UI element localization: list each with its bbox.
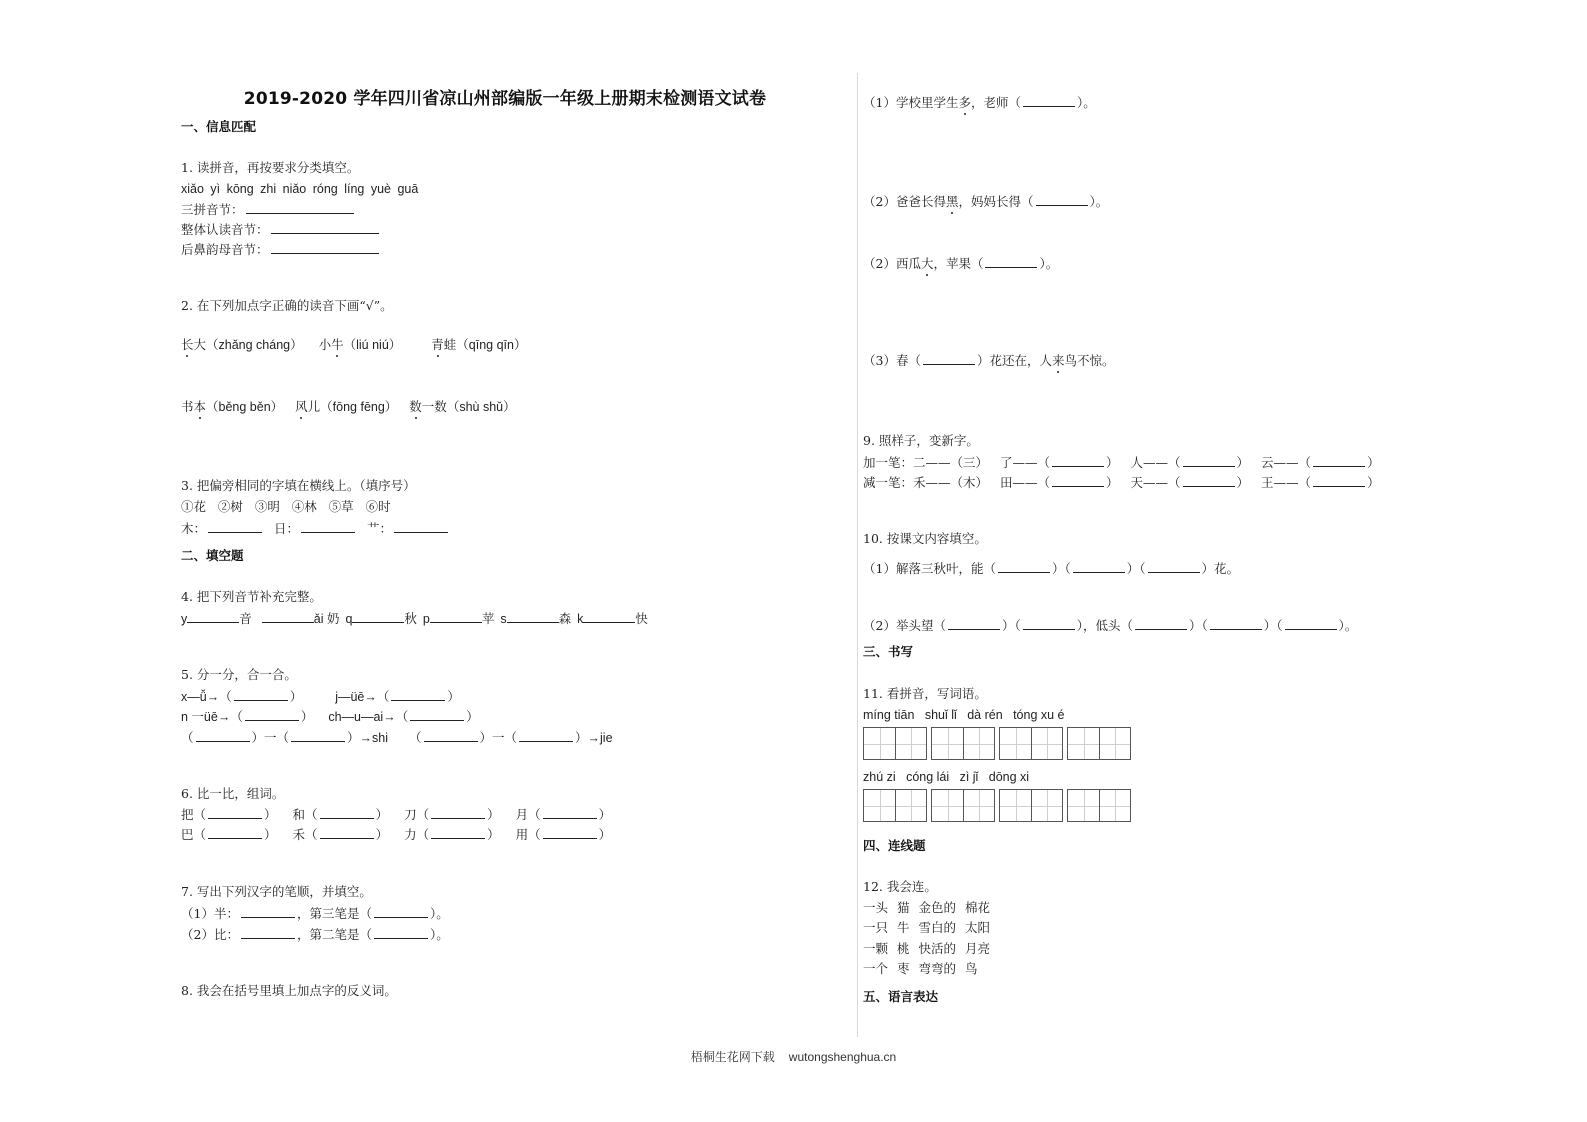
answer-blank[interactable] (543, 806, 597, 819)
question-8-item-4 (863, 352, 1115, 369)
object[interactable]: 棉花 (965, 900, 991, 915)
item (319, 337, 402, 352)
text: ）一（ (479, 731, 518, 745)
initial: k (577, 612, 584, 626)
pinyin-options[interactable]: （zhǎng cháng） (206, 338, 303, 352)
text: ，老师（ (970, 95, 1021, 110)
answer-blank[interactable] (208, 806, 262, 819)
page-title: 2019-2020 学年四川省凉山州部编版一年级上册期末检测语文试卷 (243, 89, 767, 109)
answer-blank[interactable] (320, 806, 374, 819)
char: 音 (239, 611, 252, 626)
text: 人——（ (1130, 455, 1181, 470)
question-5-prompt: 5. 分一分，合一合。 (181, 667, 297, 682)
word-box[interactable] (999, 789, 1063, 822)
answer-blank[interactable] (1183, 474, 1235, 487)
char: 大 (193, 337, 207, 352)
char-cell[interactable] (1068, 790, 1099, 821)
dotted-char: 本 (193, 399, 207, 414)
question-11-pinyin-row-1: míng tiān shuǐ lǐ dà rén tóng xu é (863, 708, 1065, 722)
answer-blank[interactable] (410, 708, 464, 721)
initial: s (500, 612, 507, 626)
answer-blank[interactable] (1148, 560, 1200, 573)
answer-blank[interactable] (320, 826, 374, 839)
question-12-row-2 (863, 920, 990, 936)
noun[interactable]: 桃 (897, 941, 910, 956)
adjective[interactable]: 金色的 (918, 900, 957, 915)
answer-blank[interactable] (1073, 560, 1125, 573)
text: （ (181, 731, 194, 745)
question-2-prompt: 2. 在下列加点字正确的读音下画“√”。 (181, 298, 393, 313)
measure-word[interactable]: 一个 (863, 961, 889, 976)
answer-blank[interactable] (431, 826, 485, 839)
question-12-row-3 (863, 941, 990, 957)
label: 减一笔： (863, 475, 914, 490)
word-box[interactable] (863, 727, 927, 760)
text: ）。 (1077, 95, 1096, 110)
adjective[interactable]: 弯弯的 (918, 961, 957, 976)
dotted-char: 风 (295, 399, 308, 414)
text: ）。 (429, 927, 449, 942)
question-11-prompt: 11. 看拼音，写词语。 (863, 686, 987, 701)
char: 蛙 (443, 337, 457, 352)
answer-blank[interactable] (374, 905, 428, 918)
answer-blank[interactable] (1135, 617, 1187, 630)
dotted-char: 大 (920, 256, 934, 271)
answer-blank[interactable] (1183, 454, 1235, 467)
char: 力 (404, 827, 417, 842)
question-1-pinyin: xiǎo yì kōng zhi niǎo róng líng yuè guā (181, 182, 419, 196)
measure-word[interactable]: 一只 (863, 920, 889, 935)
text: ）。 (1039, 256, 1059, 271)
answer-blank[interactable] (241, 905, 295, 918)
text: （2）西瓜 (863, 256, 921, 271)
section-heading-1: 一、信息匹配 (181, 119, 257, 134)
radical-label: 艹： (366, 521, 392, 536)
char-cell[interactable] (1099, 728, 1130, 759)
answer-blank[interactable] (394, 520, 448, 533)
dotted-char: 来 (1051, 353, 1065, 368)
answer-blank[interactable] (1036, 193, 1088, 206)
question-2-row-1 (181, 337, 526, 353)
noun[interactable]: 猫 (897, 900, 910, 915)
answer-blank[interactable] (208, 520, 262, 533)
text: ch—u—ai→（ (328, 710, 409, 724)
char: 森 (558, 611, 572, 626)
question-5-row-1 (181, 688, 460, 705)
footer-site-url[interactable]: wutongshenghua.cn (788, 1050, 897, 1064)
question-5-row-2 (181, 708, 479, 725)
question-7-item-1 (181, 905, 449, 922)
question-7-item-2 (181, 926, 449, 943)
question-1-line-2 (181, 221, 381, 238)
dotted-char: 长 (181, 337, 194, 352)
answer-blank[interactable] (1313, 474, 1365, 487)
question-4-prompt: 4. 把下列音节补充完整。 (181, 589, 322, 604)
answer-blank[interactable] (1052, 454, 1104, 467)
question-6-prompt: 6. 比一比，组词。 (181, 786, 285, 801)
char-cell[interactable] (963, 728, 994, 759)
initial: p (422, 612, 430, 626)
char-cell[interactable] (895, 728, 926, 759)
char: 书 (181, 399, 194, 414)
label: 后鼻韵母音节： (181, 242, 269, 257)
object[interactable]: 鸟 (965, 961, 978, 976)
text: （1）解落三秋叶，能（ (863, 561, 996, 576)
question-11-pinyin-row-2: zhú zi cóng lái zì jǐ dōng xi (863, 770, 1030, 784)
text: ） (289, 690, 303, 704)
label: （1）半： (181, 906, 239, 921)
text: （3）春（ (863, 353, 921, 368)
question-8-item-3 (863, 255, 1058, 272)
question-1-line-3 (181, 241, 381, 258)
text: ）→shi (347, 731, 389, 745)
answer-blank[interactable] (998, 560, 1050, 573)
column-divider (857, 73, 858, 1037)
question-8-item-1 (863, 94, 1096, 111)
char-cell[interactable] (1031, 728, 1062, 759)
item (181, 337, 303, 352)
answer-blank[interactable] (1023, 617, 1075, 630)
char: 快 (635, 611, 648, 626)
char-cell[interactable] (932, 728, 963, 759)
char-cell[interactable] (1000, 790, 1031, 821)
text: x—ǚ→（ (181, 690, 232, 704)
char-cell[interactable] (1000, 728, 1031, 759)
answer-blank[interactable] (301, 520, 355, 533)
char-cell[interactable] (864, 790, 895, 821)
initial: q (345, 612, 353, 626)
question-6-row-1: 把（ ） 和（ ） 刀（ ） 月（ ） (181, 807, 612, 822)
writing-grid-row-2 (863, 789, 1131, 822)
word-box[interactable] (1067, 789, 1131, 822)
text: 了——（ (1000, 455, 1051, 470)
radical-label: 木： (181, 521, 207, 536)
text: ）花还在，人 (976, 353, 1052, 368)
question-9-sub-row: 减一笔：禾——（木） 田——（ ） 天——（ ） 王——（ ） (863, 475, 1380, 490)
char: ǎi 奶 (313, 612, 340, 626)
answer-blank[interactable] (262, 610, 314, 623)
char: 把 (181, 807, 194, 822)
question-1-prompt: 1. 读拼音，再按要求分类填空。 (181, 160, 360, 175)
word-box[interactable] (863, 789, 927, 822)
text: ），低头（ (1076, 618, 1133, 633)
pinyin-options[interactable]: （liú niú） (343, 338, 402, 352)
answer-blank[interactable] (948, 617, 1000, 630)
char-cell[interactable] (864, 728, 895, 759)
answer-blank[interactable] (196, 729, 250, 742)
text: ，妈妈长得（ (958, 194, 1034, 209)
question-10-line-1: （1）解落三秋叶，能（ ）（ ）（ ）花。 (863, 561, 1240, 576)
text: （ (408, 731, 422, 745)
section-heading-2: 二、填空题 (181, 548, 244, 563)
text: ，苹果（ (933, 256, 984, 271)
text: n 一üē→（ (181, 710, 243, 724)
dotted-char: 青 (431, 337, 444, 352)
radical-label: 日： (273, 521, 299, 536)
text: 田——（ (1000, 475, 1051, 490)
text: （2）爸爸长得 (863, 194, 946, 209)
page-footer (0, 1048, 1587, 1065)
question-12-row-1 (863, 900, 990, 916)
question-9-prompt: 9. 照样子，变新字。 (863, 433, 979, 448)
question-12-prompt: 12. 我会连。 (863, 879, 937, 894)
answer-blank[interactable] (923, 352, 975, 365)
pinyin-options[interactable]: （shù shǔ） (446, 400, 516, 414)
char: 巴 (181, 827, 194, 842)
example: 二——（三） (913, 455, 989, 470)
dotted-char: 数 (409, 399, 422, 414)
question-3-options: ①花 ②树 ③明 ④林 ⑤草 ⑥时 (181, 499, 391, 514)
answer-blank[interactable] (1023, 94, 1075, 107)
char: 刀 (404, 807, 417, 822)
item (409, 399, 515, 414)
item (181, 399, 283, 414)
text: ，第三笔是（ (296, 906, 372, 921)
char: 一数 (421, 399, 447, 414)
text: ）。 (1089, 194, 1109, 209)
question-5-row-3 (181, 729, 613, 746)
example: 禾——（木） (913, 475, 989, 490)
label: 加一笔： (863, 455, 914, 470)
answer-blank[interactable] (1285, 617, 1337, 630)
initial: y (181, 612, 188, 626)
answer-blank[interactable] (234, 688, 288, 701)
section-heading-3: 三、书写 (863, 644, 914, 659)
answer-blank[interactable] (374, 926, 428, 939)
answer-blank[interactable] (391, 688, 445, 701)
question-10-line-2: （2）举头望（ ）（ ），低头（ ）（ ）（ ）。 (863, 618, 1358, 633)
dotted-char: 黑 (945, 194, 959, 209)
char-cell[interactable] (963, 790, 994, 821)
object[interactable]: 月亮 (965, 941, 991, 956)
char: 苹 (481, 611, 495, 626)
measure-word[interactable]: 一颗 (863, 941, 889, 956)
text: ）。 (429, 906, 449, 921)
word-box[interactable] (931, 727, 995, 760)
question-6-row-2: 巴（ ） 禾（ ） 力（ ） 用（ ） (181, 827, 612, 842)
char-cell[interactable] (1031, 790, 1062, 821)
answer-blank[interactable] (1052, 474, 1104, 487)
char-cell[interactable] (1099, 790, 1130, 821)
question-3-prompt: 3. 把偏旁相同的字填在横线上。（填序号） (181, 478, 416, 493)
question-8-prompt: 8. 我会在括号里填上加点字的反义词。 (181, 983, 397, 998)
question-9-add-row: 加一笔：二——（三） 了——（ ） 人——（ ） 云——（ ） (863, 455, 1380, 470)
adjective[interactable]: 快活的 (918, 941, 957, 956)
section-heading-4: 四、连线题 (863, 838, 926, 853)
text: 云——（ (1261, 455, 1312, 470)
pinyin-options[interactable]: （fōng fēng） (320, 400, 398, 414)
label: 三拼音节： (181, 202, 244, 217)
text: ，第二笔是（ (296, 927, 372, 942)
text: ）→jie (575, 731, 613, 745)
question-4-items (181, 610, 648, 627)
item (431, 337, 526, 352)
question-10-prompt: 10. 按课文内容填空。 (863, 531, 987, 546)
answer-blank[interactable] (543, 826, 597, 839)
answer-blank[interactable] (1210, 617, 1262, 630)
word-box[interactable] (931, 789, 995, 822)
text: ）一（ (251, 731, 290, 745)
answer-blank[interactable] (985, 255, 1037, 268)
answer-blank[interactable] (271, 241, 379, 254)
answer-blank[interactable] (431, 806, 485, 819)
answer-blank[interactable] (208, 826, 262, 839)
word-box[interactable] (999, 727, 1063, 760)
label: 整体认读音节： (181, 222, 269, 237)
text: ）花。 (1201, 561, 1240, 576)
answer-blank[interactable] (241, 926, 295, 939)
question-2-row-2 (181, 399, 516, 415)
noun[interactable]: 牛 (897, 920, 910, 935)
text: ） (300, 710, 314, 724)
answer-blank[interactable] (519, 729, 573, 742)
question-12-row-4 (863, 961, 978, 977)
text: ）。 (1338, 618, 1358, 633)
answer-blank[interactable] (352, 610, 404, 623)
char: 儿 (307, 399, 321, 414)
answer-blank[interactable] (430, 610, 482, 623)
char: 用 (515, 827, 529, 842)
answer-blank[interactable] (507, 610, 559, 623)
char: 和 (292, 807, 306, 822)
adjective[interactable]: 雪白的 (918, 920, 957, 935)
question-1-line-1 (181, 201, 356, 218)
pinyin-options[interactable]: （qīng qīn） (456, 338, 527, 352)
char: 禾 (292, 827, 306, 842)
answer-blank[interactable] (424, 729, 478, 742)
writing-grid-row-1 (863, 727, 1131, 760)
object[interactable]: 太阳 (965, 920, 991, 935)
question-3-answers (181, 520, 450, 537)
char: 月 (515, 807, 529, 822)
char: 小 (318, 337, 332, 352)
text: 鸟不惊。 (1064, 353, 1115, 368)
question-7-prompt: 7. 写出下列汉字的笔顺，并填空。 (181, 884, 372, 899)
char-cell[interactable] (895, 790, 926, 821)
measure-word[interactable]: 一头 (863, 900, 889, 915)
text: 天——（ (1130, 475, 1181, 490)
text: （2）举头望（ (863, 618, 946, 633)
answer-blank[interactable] (246, 201, 354, 214)
answer-blank[interactable] (245, 708, 299, 721)
dotted-char: 多 (958, 95, 971, 110)
char: 秋 (404, 611, 417, 626)
footer-site-name: 梧桐生花网下载 (690, 1050, 775, 1064)
dotted-char: 牛 (331, 337, 344, 352)
question-8-item-2 (863, 193, 1108, 210)
answer-blank[interactable] (187, 610, 239, 623)
word-box[interactable] (1067, 727, 1131, 760)
answer-blank[interactable] (1313, 454, 1365, 467)
text: ） (466, 710, 479, 724)
char-cell[interactable] (1068, 728, 1099, 759)
char-cell[interactable] (932, 790, 963, 821)
noun[interactable]: 枣 (897, 961, 910, 976)
text: j—üē→（ (335, 690, 390, 704)
answer-blank[interactable] (271, 221, 379, 234)
label: （2）比： (181, 927, 239, 942)
text: 王——（ (1261, 475, 1312, 490)
answer-blank[interactable] (291, 729, 345, 742)
text: ） (447, 690, 460, 704)
section-heading-5: 五、语言表达 (863, 989, 939, 1004)
pinyin-options[interactable]: （běng běn） (206, 400, 284, 414)
answer-blank[interactable] (583, 610, 635, 623)
text: （1）学校里学生 (863, 95, 959, 110)
item (295, 399, 397, 414)
